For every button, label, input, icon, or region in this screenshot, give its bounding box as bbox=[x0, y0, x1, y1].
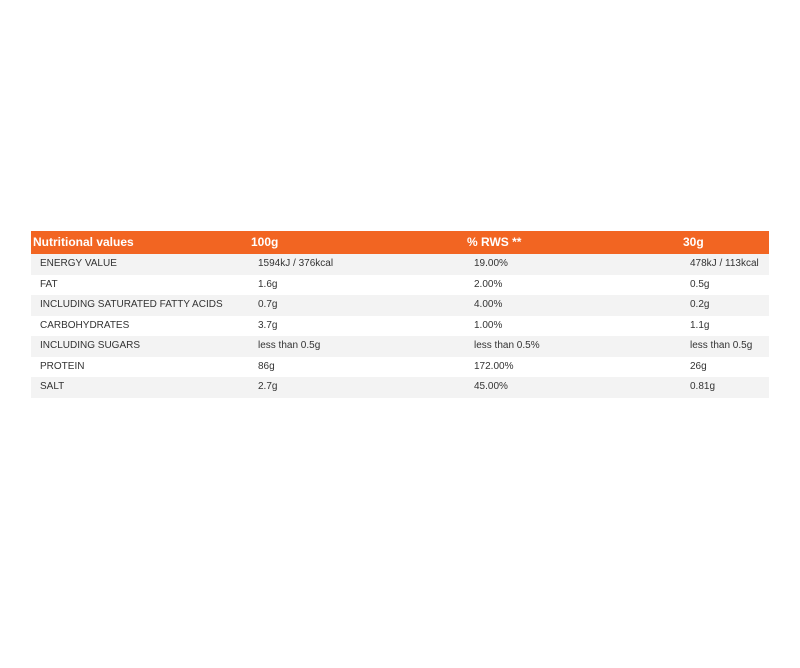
value-30g: 0.5g bbox=[690, 278, 710, 290]
value-100g: 1.6g bbox=[258, 278, 278, 290]
value-rws: 1.00% bbox=[474, 319, 503, 331]
value-30g: 0.2g bbox=[690, 299, 710, 311]
table-row-sugars bbox=[31, 336, 769, 357]
value-100g: 0.7g bbox=[258, 299, 278, 311]
table-row-fat bbox=[31, 275, 769, 296]
row-label: CARBOHYDRATES bbox=[40, 319, 130, 331]
row-label: INCLUDING SUGARS bbox=[40, 340, 141, 352]
row-label: FAT bbox=[40, 278, 58, 290]
nutrition-table bbox=[31, 231, 769, 398]
row-label: INCLUDING SATURATED FATTY ACIDS bbox=[40, 299, 223, 311]
header-nutritional-values: Nutritional values bbox=[33, 235, 134, 249]
value-rws: less than 0.5% bbox=[474, 340, 540, 352]
value-rws: 19.00% bbox=[474, 258, 508, 270]
value-100g: 3.7g bbox=[258, 319, 278, 331]
header-100g: 100g bbox=[251, 235, 279, 249]
row-label: PROTEIN bbox=[40, 360, 85, 372]
value-100g: 2.7g bbox=[258, 381, 278, 393]
value-100g: 1594kJ / 376kcal bbox=[258, 258, 334, 270]
table-row-protein bbox=[31, 357, 769, 378]
table-row-saturated-fatty-acids bbox=[31, 295, 769, 316]
value-30g: 26g bbox=[690, 360, 707, 372]
table-row-salt bbox=[31, 377, 769, 398]
value-30g: less than 0.5g bbox=[690, 340, 753, 352]
value-rws: 2.00% bbox=[474, 278, 503, 290]
value-rws: 172.00% bbox=[474, 360, 514, 372]
value-rws: 45.00% bbox=[474, 381, 508, 393]
table-header-row bbox=[31, 231, 769, 254]
value-30g: 0.81g bbox=[690, 381, 716, 393]
value-100g: 86g bbox=[258, 360, 275, 372]
header-rws: % RWS ** bbox=[467, 235, 522, 249]
value-30g: 1.1g bbox=[690, 319, 710, 331]
row-label: SALT bbox=[40, 381, 65, 393]
table-row-carbohydrates bbox=[31, 316, 769, 337]
value-30g: 478kJ / 113kcal bbox=[690, 258, 759, 270]
row-label: ENERGY VALUE bbox=[40, 258, 117, 270]
value-100g: less than 0.5g bbox=[258, 340, 321, 352]
table-row-energy-value bbox=[31, 254, 769, 275]
header-30g: 30g bbox=[683, 235, 704, 249]
value-rws: 4.00% bbox=[474, 299, 503, 311]
